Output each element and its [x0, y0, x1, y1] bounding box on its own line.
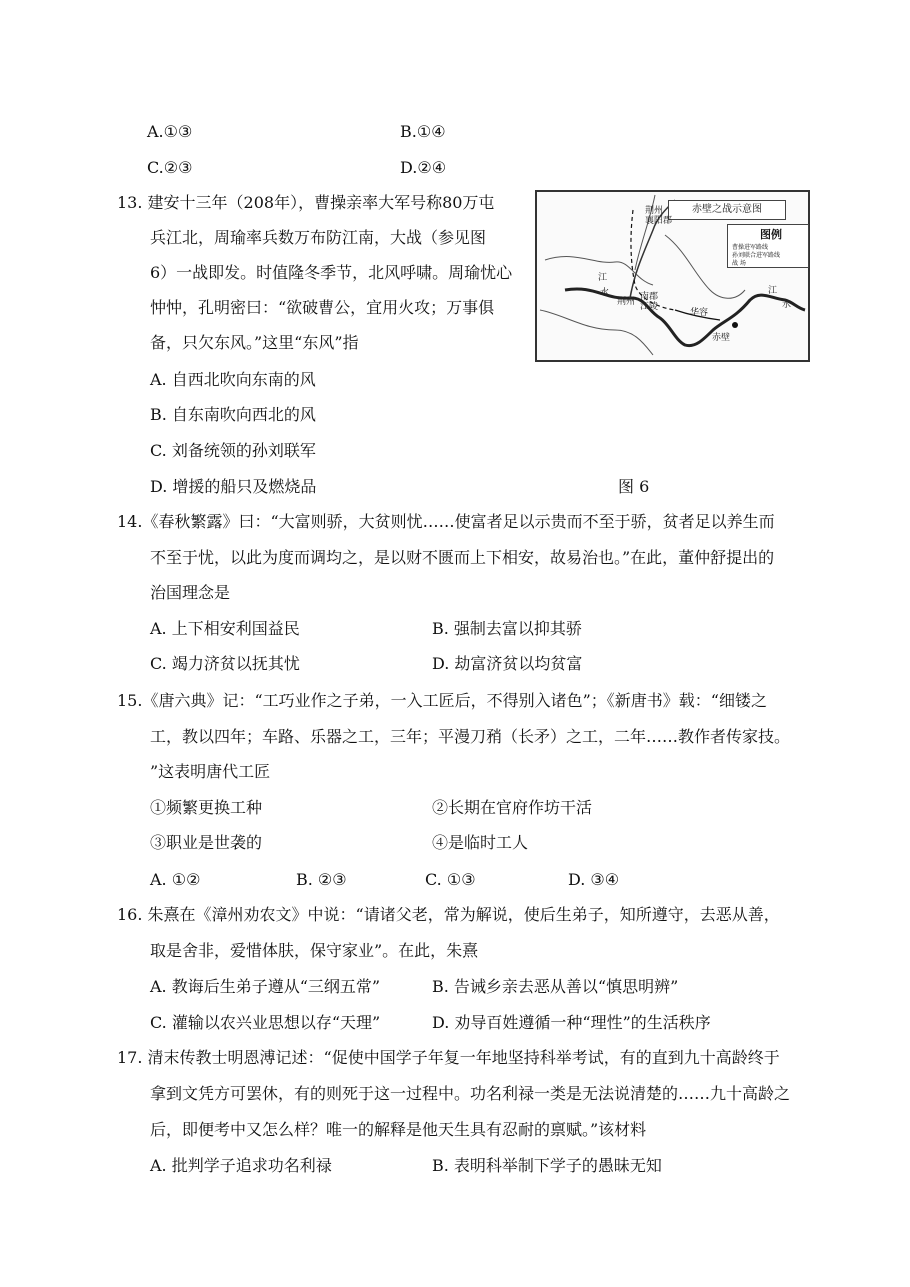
- q16-stem-line2: 取是舍非，爱惜体肤，保守家业”。在此，朱熹: [150, 941, 479, 960]
- map-label-shui-left: 水: [600, 288, 610, 298]
- q14-stem-line2: 不至于忧，以此为度而调均之，是以财不匮而上下相安，故易治也。”在此，董仲舒提出的: [150, 548, 775, 567]
- q15-stem-line3: ”这表明唐代工匠: [150, 762, 271, 781]
- q16-option-c: C. 灌输以农兴业思想以存“天理”: [150, 1013, 381, 1032]
- q13-option-a: A. 自西北吹向东南的风: [150, 370, 316, 389]
- q13-stem-line2: 兵江北，周瑜率兵数万布防江南，大战（参见图: [150, 228, 487, 247]
- q17-stem-line2: 拿到文凭方可罢休，有的则死于这一过程中。功名利禄一类是无法说清楚的……九十高龄之: [150, 1084, 791, 1103]
- q12-option-b: B.①④: [400, 122, 446, 141]
- q14-option-c: C. 竭力济贫以抚其忧: [150, 654, 300, 673]
- q13-stem-line1: 13. 建安十三年（208年），曹操亲率大军号称80万屯: [117, 193, 495, 212]
- q15-option-c: C. ①③: [425, 870, 476, 889]
- q12-option-d: D.②④: [400, 158, 447, 177]
- legend-row-battlefield: 战 场: [732, 260, 746, 267]
- q14-stem-line3: 治国理念是: [150, 583, 231, 602]
- map-label-nanjun: 南郡 江陵: [640, 292, 659, 312]
- q14-option-b: B. 强制去富以抑其骄: [432, 619, 582, 638]
- q13-stem-line3: 6）一战即发。时值隆冬季节，北风呼啸。周瑜忧心: [150, 263, 513, 282]
- map-label-shui-right: 水: [782, 300, 792, 310]
- legend-title: 图例: [760, 228, 782, 241]
- q15-item-3: ③职业是世袭的: [150, 833, 263, 852]
- q17-option-a: A. 批判学子追求功名利禄: [150, 1156, 332, 1175]
- q15-stem-line1: 15.《唐六典》记：“工巧业作之子弟，一入工匠后，不得别入诸色”；《新唐书》载：“细镂之: [117, 691, 767, 710]
- map-label-jingzhou: 荆州: [617, 297, 636, 307]
- chibi-marker-icon: [732, 322, 738, 328]
- q13-option-d: D. 增援的船只及燃烧品: [150, 477, 317, 496]
- figure-caption: 图 6: [618, 477, 650, 496]
- q12-option-c: C.②③: [147, 158, 193, 177]
- map-label-jiang-left: 江: [598, 273, 608, 283]
- q15-option-d: D. ③④: [568, 870, 620, 889]
- q14-stem-line1: 14.《春秋繁露》曰：“大富则骄，大贫则忧……使富者足以示贵而不至于骄，贫者足以养生而: [117, 512, 775, 531]
- q17-option-b: B. 表明科举制下学子的愚昧无知: [432, 1156, 662, 1175]
- q13-option-b: B. 自东南吹向西北的风: [150, 405, 316, 424]
- legend-row-sunliu: 孙刘联合进军路线: [732, 252, 781, 259]
- q16-option-a: A. 教诲后生弟子遵从“三纲五常”: [150, 977, 381, 996]
- q16-option-b: B. 告诫乡亲去恶从善以“慎思明辨”: [432, 977, 679, 996]
- q12-option-a: A.①③: [147, 122, 193, 141]
- q17-stem-line3: 后，即便考中又怎么样？唯一的解释是他天生具有忍耐的禀赋。”该材料: [150, 1120, 647, 1139]
- q15-item-4: ④是临时工人: [432, 833, 529, 852]
- q15-option-a: A. ①②: [150, 870, 201, 889]
- q15-option-b: B. ②③: [296, 870, 347, 889]
- legend-row-cao: 曹操进军路线: [732, 244, 769, 251]
- q14-option-a: A. 上下相安利国益民: [150, 619, 300, 638]
- q16-stem-line1: 16. 朱熹在《漳州劝农文》中说：“请诸父老，常为解说，使后生弟子，知所遵守，去恶从善，: [117, 905, 780, 924]
- map-label-chibi: 赤壁: [712, 333, 731, 343]
- q13-stem-line4: 忡忡，孔明密曰：“欲破曹公，宜用火攻；万事俱: [150, 298, 495, 317]
- map-label-jingzhou-xiangyang: 荆州 襄阳郡: [645, 206, 673, 226]
- q14-option-d: D. 劫富济贫以均贫富: [432, 654, 583, 673]
- q15-item-1: ①频繁更换工种: [150, 798, 263, 817]
- map-label-huarong: 华容: [690, 308, 709, 318]
- map-legend: [727, 224, 809, 268]
- q13-stem-line5: 备，只欠东风。”这里“东风”指: [150, 333, 359, 352]
- map-label-jiang-right: 江: [768, 286, 778, 296]
- q16-option-d: D. 劝导百姓遵循一种“理性”的生活秩序: [432, 1013, 711, 1032]
- q17-stem-line1: 17. 清末传教士明恩溥记述：“促使中国学子年复一年地坚持科举考试，有的直到九十高龄终于: [117, 1048, 780, 1067]
- q15-stem-line2: 工，教以四年；车路、乐器之工，三年；平漫刀矟（长矛）之工，二年……教作者传家技。: [150, 727, 791, 746]
- map-title: 赤壁之战示意图: [668, 200, 786, 220]
- q15-item-2: ②长期在官府作坊干活: [432, 798, 593, 817]
- q13-option-c: C. 刘备统领的孙刘联军: [150, 441, 316, 460]
